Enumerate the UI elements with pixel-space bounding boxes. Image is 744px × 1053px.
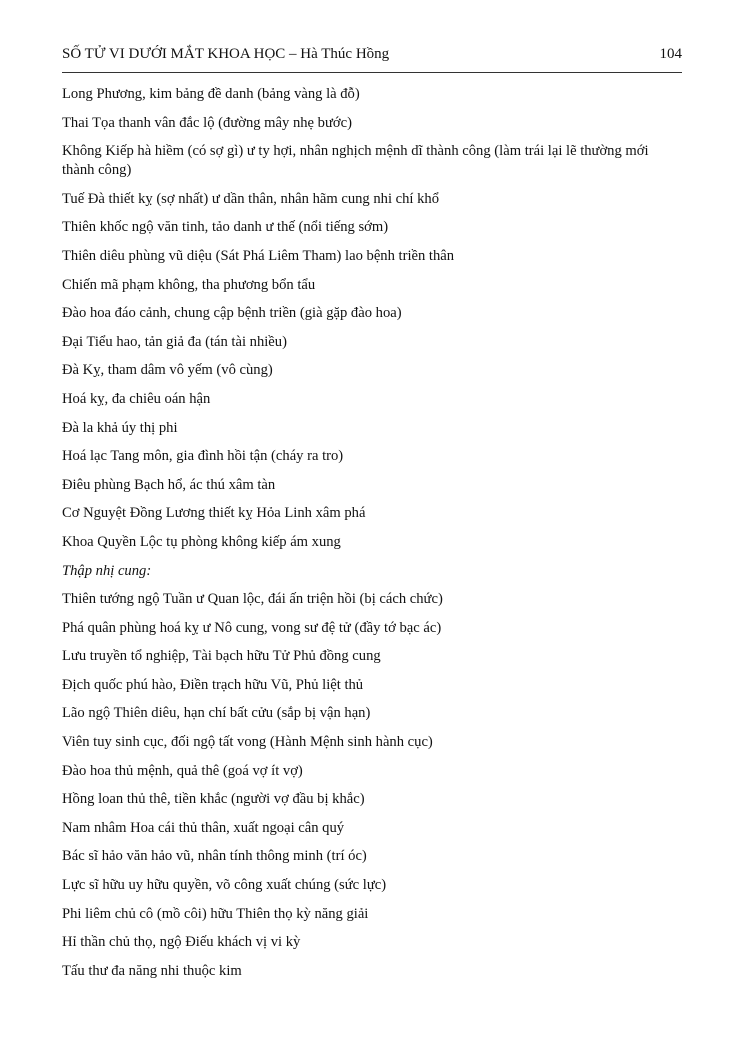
text-line: Thiên diêu phùng vũ diệu (Sát Phá Liêm Tham) lao bệnh triền thân — [62, 247, 455, 264]
text-line: Bác sĩ hảo văn hảo vũ, nhân tính thông minh (trí óc) — [62, 848, 367, 865]
text-line: Viên tuy sinh cục, đối ngộ tất vong (Hành Mệnh sinh hành cục) — [62, 734, 433, 751]
text-line: Đào hoa thủ mệnh, quả thê (goá vợ ít vợ) — [62, 762, 303, 779]
text-line: Thiên tướng ngộ Tuần ư Quan lộc, đái ấn triện hồi (bị cách chức) — [62, 591, 443, 608]
page-header — [62, 46, 682, 68]
text-line: Lực sĩ hữu uy hữu quyền, võ công xuất chúng (sức lực) — [62, 877, 387, 894]
text-line: Lưu truyền tổ nghiệp, Tài bạch hữu Tử Phủ đồng cung — [62, 648, 381, 665]
text-line: Thiên khốc ngộ văn tinh, tảo danh ư thế (nổi tiếng sớm) — [62, 219, 389, 236]
text-line: Thai Tọa thanh vân đắc lộ (đường mây nhẹ bước) — [62, 114, 352, 131]
text-line: Khoa Quyền Lộc tụ phòng không kiếp ám xung — [62, 533, 341, 550]
text-line: Đà Kỵ, tham dâm vô yếm (vô cùng) — [62, 362, 273, 379]
text-line: Hỉ thần chủ thọ, ngộ Điếu khách vị vi kỳ — [62, 934, 301, 951]
text-line: Tấu thư đa năng nhi thuộc kim — [62, 962, 242, 979]
text-line: Chiến mã phạm không, tha phương bổn tẩu — [62, 276, 316, 293]
text-line: Hồng loan thủ thê, tiền khắc (người vợ đầu bị khắc) — [62, 791, 365, 808]
text-line: Hoá kỵ, đa chiêu oán hận — [62, 390, 211, 407]
text-line: Đại Tiểu hao, tản giả đa (tán tài nhiều) — [62, 333, 287, 350]
text-line: Đào hoa đáo cảnh, chung cập bệnh triền (già gặp đào hoa) — [62, 305, 402, 322]
running-title: SỐ TỬ VI DƯỚI MẮT KHOA HỌC – Hà Thúc Hồng — [62, 46, 390, 62]
text-line: Đà la khả úy thị phi — [62, 419, 178, 436]
page-number: 104 — [659, 46, 682, 62]
section-heading: Thập nhị cung: — [62, 562, 152, 579]
body-text — [62, 85, 680, 990]
text-line: Phi liêm chủ cô (mồ côi) hữu Thiên thọ kỳ năng giải — [62, 905, 369, 922]
text-line: Cơ Nguyệt Đồng Lương thiết kỵ Hỏa Linh xâm phá — [62, 505, 366, 522]
text-line: Hoá lạc Tang môn, gia đình hồi tận (cháy ra tro) — [62, 448, 344, 465]
text-line: Không Kiếp hà hiềm (có sợ gì) ư ty hợi, nhân nghịch mệnh dĩ thành công (làm trái lại lẽ thường mới thành công) — [62, 143, 649, 179]
text-line: Địch quốc phú hào, Điền trạch hữu Vũ, Phủ liệt thủ — [62, 676, 364, 693]
text-line: Tuế Đà thiết kỵ (sợ nhất) ư dần thân, nhân hãm cung nhi chí khổ — [62, 190, 440, 207]
text-line: Phá quân phùng hoá kỵ ư Nô cung, vong sư đệ tử (đầy tớ bạc ác) — [62, 619, 442, 636]
text-line: Long Phương, kim bảng đề danh (bảng vàng là đỗ) — [62, 86, 360, 102]
header-rule — [62, 72, 682, 73]
text-line: Nam nhâm Hoa cái thủ thân, xuất ngoại cân quý — [62, 819, 345, 836]
text-line: Lão ngộ Thiên diêu, hạn chí bất cửu (sắp bị vận hạn) — [62, 705, 371, 722]
text-line: Điêu phùng Bạch hổ, ác thú xâm tàn — [62, 476, 276, 493]
